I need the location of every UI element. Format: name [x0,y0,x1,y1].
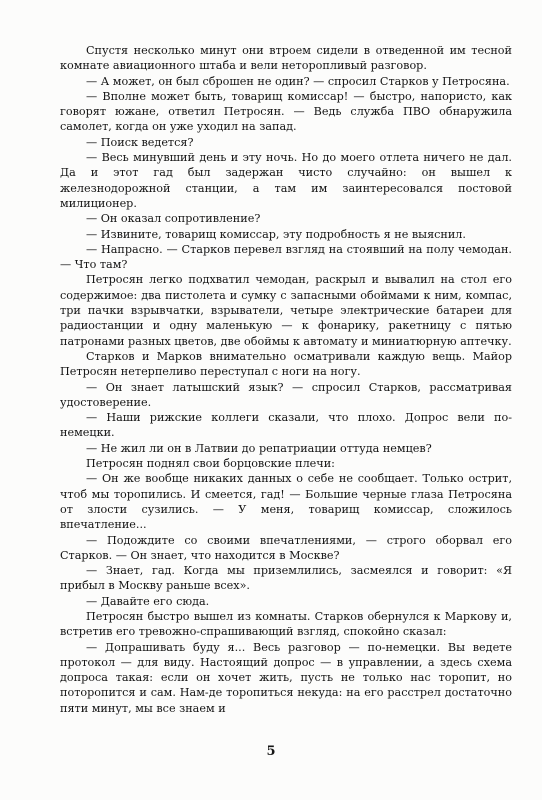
paragraph: Спустя несколько минут они втроем сидели в отведенной им тесной комнате авиационного штаба и вели неторопливый разговор. [60,44,512,73]
paragraph: Петросян быстро вышел из комнаты. Старков обернулся к Маркову и, встретив его тревожно-спрашивающий взгляд, спокойно сказал: [60,609,512,639]
paragraph: — Давайте его сюда. [86,594,210,608]
paragraph: Петросян поднял свои борцовские плечи: [86,457,335,471]
paragraph: — Поиск ведется? [86,135,194,149]
paragraph: Старков и Марков внимательно осматривали каждую вещь. Майор Петросян нетерпеливо переступал с ноги на ногу. [60,349,512,379]
paragraph: — А может, он был сброшен не один? — спросил Старков у Петросяна. [86,74,510,88]
paragraph: — Подождите со своими впечатлениями, — строго оборвал его Старков. — Он знает, что находится в Москве? [60,533,512,562]
paragraph: — Вполне может быть, товарищ комиссар! — быстро, напористо, как говорят южане, ответил Петросян. — Ведь служба ПВО обнаружила самолет, когда он уже уходил на запад. [60,89,512,134]
paragraph: — Весь минувший день и эту ночь. Но до моего отлета ничего не дал. Да и этот гад был задержан чисто случайно: он вышел к железнодорожной станции, а там им заинтересовался постовой милиционер. [60,151,512,210]
paragraph: — Знает, гад. Когда мы приземлились, засмеялся и говорит: «Я прибыл в Москву раньше всех». [60,564,512,593]
paragraph: Петросян легко подхватил чемодан, раскрыл и вывалил на стол его содержимое: два пистолета и сумку с запасными обоймами к ним, компас, три пачки взрывчатки, взрыватели, четыре электрические батареи для радиостанции и одну маленькую — к фонарику, ракетницу с пятью патронами разных цветов, две обоймы к автомату и миниатюрную аптечку. [60,273,512,348]
paragraph: — Извините, товарищ комиссар, эту подробность я не выяснил. [86,227,466,241]
paragraph: — Напрасно. — Старков перевел взгляд на стоявший на полу чемодан. — Что там? [60,242,512,272]
paragraph: — Он знает латышский язык? — спросил Старков, рассматривая удостоверение. [60,380,512,409]
paragraph: — Допрашивать буду я... Весь разговор — по-немецки. Вы ведете протокол — для виду. Настоящий допрос — в управлении, а здесь схема допроса такая: если он хочет жить, пусть не только нас торопит, но поторопится и сам. Нам-де торопиться некуда: на его расстрел достаточно пяти минут, мы все знаем и [60,640,512,715]
page-number: 5 [266,744,276,759]
page-body-text [60,43,512,716]
paragraph: — Не жил ли он в Латвии до репатриации оттуда немцев? [86,441,432,455]
paragraph: — Он оказал сопротивление? [86,212,261,226]
paragraph: — Он же вообще никаких данных о себе не сообщает. Только острит, чтоб мы торопились. И смеется, гад! — Большие черные глаза Петросяна от злости сузились. — У меня, товарищ комиссар, сложилось впечатление... [60,472,512,532]
paragraph: — Наши рижские коллеги сказали, что плохо. Допрос вели по-немецки. [60,411,512,440]
